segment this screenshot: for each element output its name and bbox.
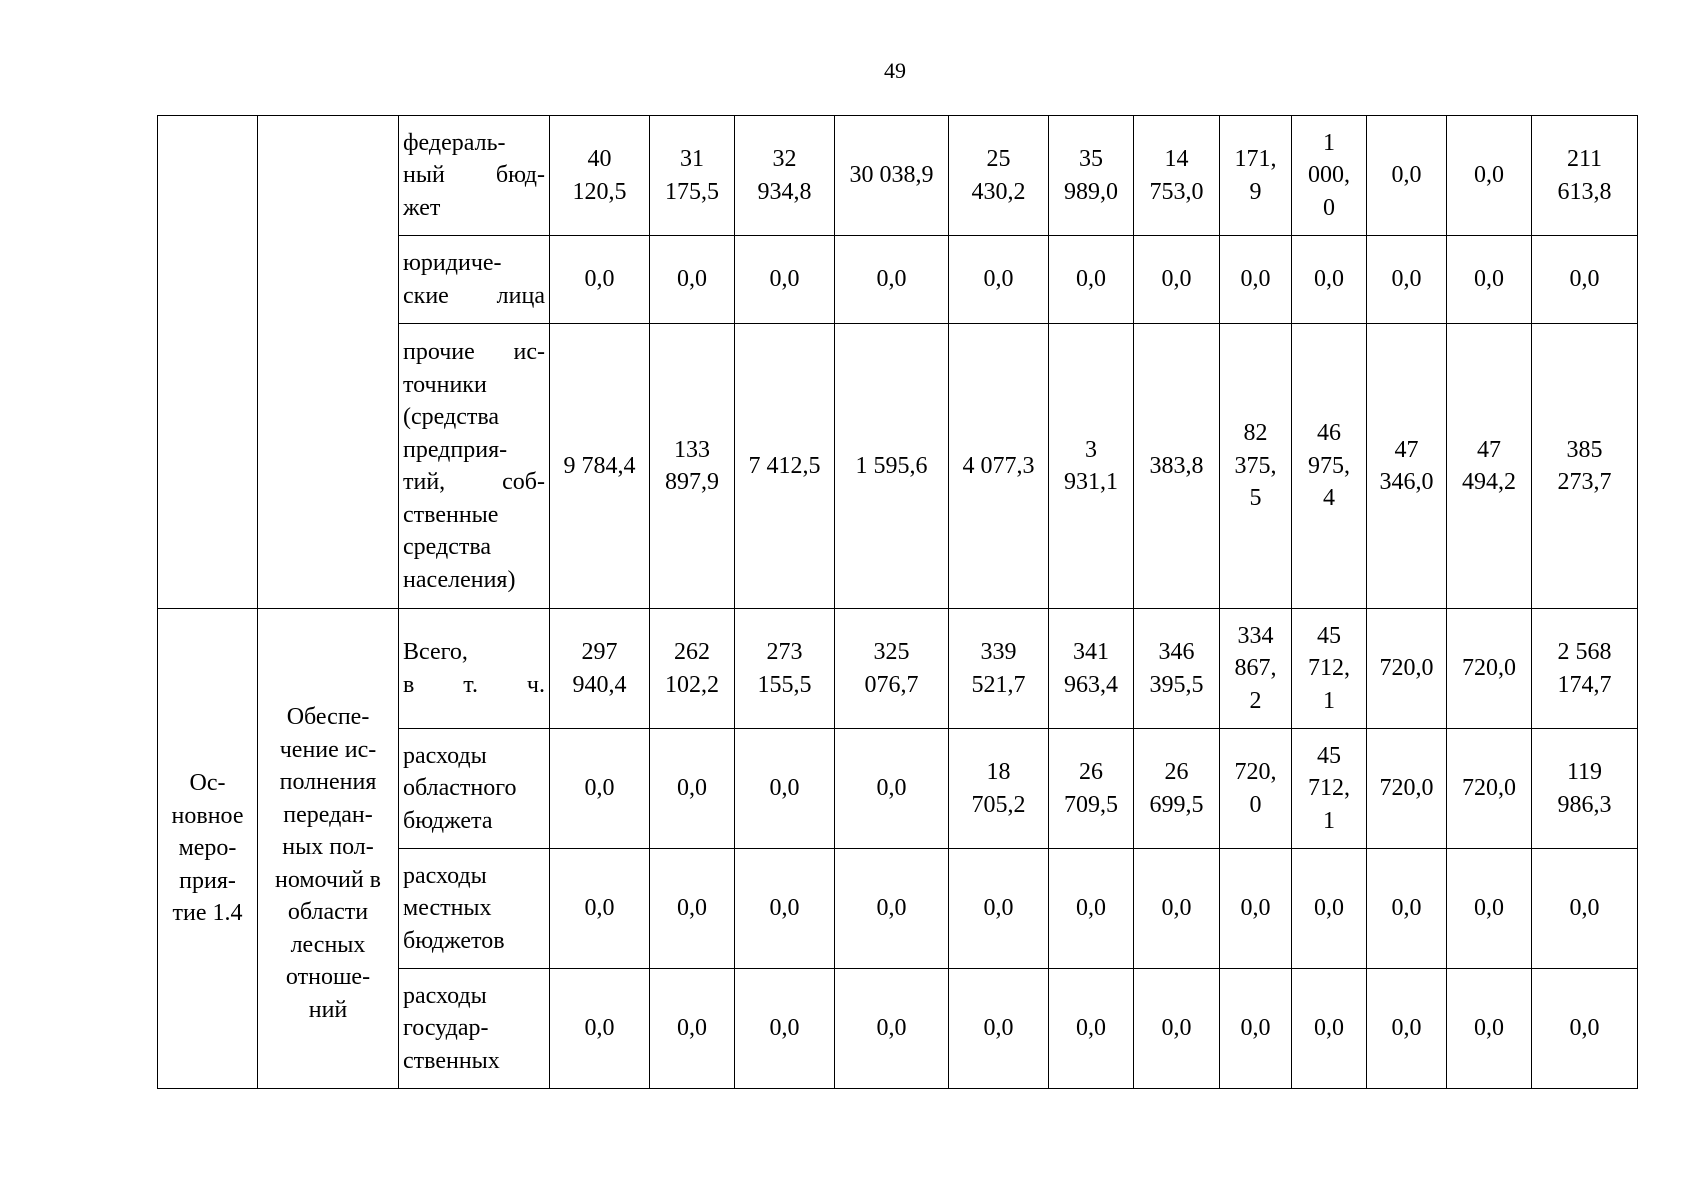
value-cell-line: 0,0 <box>1569 895 1600 922</box>
value-cell <box>1220 729 1292 849</box>
value-cell <box>1367 116 1447 236</box>
value-cell-line: 25 <box>986 146 1011 172</box>
value-cell-line: 211 <box>1566 146 1603 172</box>
value-cell-line: 0,0 <box>876 266 907 293</box>
value-cell-line: 334 <box>1237 622 1274 649</box>
value-cell-line: 119 <box>1566 759 1603 785</box>
value-cell-line: 0,0 <box>1076 1015 1106 1042</box>
value-cell <box>735 969 835 1089</box>
measure-title-cell-line: ний <box>308 996 348 1023</box>
value-cell-line: 940,4 <box>572 671 627 698</box>
value-cell <box>1532 849 1638 969</box>
value-cell-line: 0,0 <box>876 895 907 922</box>
value-cell-line: 720,0 <box>1462 775 1516 802</box>
value-cell-line: 0,0 <box>584 1015 615 1042</box>
value-cell <box>1447 324 1532 609</box>
funding-source-cell <box>399 236 550 324</box>
value-cell-line: 0,0 <box>1474 895 1504 922</box>
value-cell-line: 0,0 <box>769 775 800 802</box>
value-cell <box>1134 236 1220 324</box>
value-cell <box>1447 116 1532 236</box>
value-cell <box>1367 849 1447 969</box>
funding-source-cell <box>399 729 550 849</box>
value-cell <box>835 969 949 1089</box>
value-cell <box>1220 609 1292 729</box>
funding-source-line: точники <box>403 371 487 398</box>
value-cell-line: 9 <box>1249 178 1262 205</box>
measure-title-cell-line: области <box>287 899 369 925</box>
value-cell-line: 076,7 <box>864 671 919 698</box>
value-cell <box>650 324 735 609</box>
value-cell-line: 2 568 <box>1557 639 1612 665</box>
value-cell-line: 45 <box>1317 742 1341 769</box>
value-cell-line: 720,0 <box>1379 655 1434 682</box>
value-cell-line: 47 <box>1394 436 1419 463</box>
value-cell-line: 0,0 <box>1474 266 1504 293</box>
value-cell-line: 339 <box>980 639 1017 665</box>
value-cell <box>1049 609 1134 729</box>
value-cell-line: 0,0 <box>1391 162 1422 189</box>
value-cell <box>1367 969 1447 1089</box>
value-cell-line: 0,0 <box>677 895 707 922</box>
value-cell-line: 0,0 <box>983 1015 1014 1042</box>
budget-table <box>157 115 1638 1089</box>
value-cell-line: 346 <box>1158 639 1195 665</box>
value-cell-line: 0,0 <box>1240 1015 1271 1042</box>
table-row <box>158 116 1638 236</box>
funding-source-line: (средства <box>403 404 499 430</box>
value-cell <box>650 729 735 849</box>
value-cell <box>1447 236 1532 324</box>
value-cell-line: 430,2 <box>971 178 1026 205</box>
value-cell-line: 934,8 <box>757 178 812 205</box>
value-cell-line: 155,5 <box>757 671 812 698</box>
value-cell <box>1367 609 1447 729</box>
funding-source-line: федераль- <box>403 129 506 156</box>
measure-cell-line: Ос- <box>189 770 226 797</box>
value-cell-line: 45 <box>1317 622 1341 649</box>
measure-cell <box>158 609 258 1089</box>
value-cell <box>949 729 1049 849</box>
value-cell-line: 0,0 <box>983 266 1014 293</box>
value-cell <box>550 609 650 729</box>
value-cell-line: 18 <box>986 759 1011 785</box>
value-cell <box>735 324 835 609</box>
value-cell-line: 82 <box>1243 420 1268 447</box>
value-cell <box>735 729 835 849</box>
value-cell-line: 174,7 <box>1557 671 1612 698</box>
value-cell <box>835 849 949 969</box>
value-cell <box>1220 116 1292 236</box>
value-cell-line: 975, <box>1308 452 1350 479</box>
funding-source-line: тий, соб- <box>403 469 545 495</box>
value-cell <box>1292 849 1367 969</box>
value-cell <box>1049 236 1134 324</box>
value-cell-line: 9 784,4 <box>563 452 636 479</box>
value-cell <box>1532 729 1638 849</box>
funding-source-line: в т. ч. <box>403 671 545 698</box>
value-cell-line: 699,5 <box>1149 791 1204 818</box>
value-cell-line: 35 <box>1079 146 1103 172</box>
value-cell <box>1134 324 1220 609</box>
value-cell-line: 0,0 <box>584 775 615 802</box>
value-cell-line: 3 <box>1085 436 1097 463</box>
funding-source-line: государ- <box>403 1015 489 1042</box>
value-cell-line: 712, <box>1308 655 1350 682</box>
value-cell-line: 0,0 <box>1161 1015 1192 1042</box>
value-cell <box>1220 849 1292 969</box>
value-cell <box>835 324 949 609</box>
table-row <box>158 609 1638 729</box>
measure-title-cell-line: чение ис- <box>279 736 377 763</box>
value-cell-line: 897,9 <box>665 469 719 495</box>
funding-source-line: ские лица <box>403 282 545 309</box>
value-cell <box>1532 969 1638 1089</box>
value-cell <box>1049 116 1134 236</box>
value-cell <box>1220 324 1292 609</box>
value-cell-line: 26 <box>1164 759 1189 785</box>
value-cell-line: 0,0 <box>1161 895 1192 922</box>
funding-source-line: расходы <box>403 742 487 769</box>
value-cell <box>550 324 650 609</box>
value-cell <box>1292 324 1367 609</box>
measure-cell <box>158 116 258 609</box>
value-cell-line: 1 <box>1323 687 1335 714</box>
value-cell <box>1292 116 1367 236</box>
value-cell-line: 931,1 <box>1064 469 1118 495</box>
funding-source-line: прочие ис- <box>403 339 545 365</box>
value-cell <box>735 116 835 236</box>
value-cell-line: 0,0 <box>1474 162 1504 189</box>
value-cell-line: 0,0 <box>1391 895 1422 922</box>
value-cell <box>550 236 650 324</box>
measure-title-cell-line: номочий в <box>274 866 382 893</box>
value-cell <box>1292 969 1367 1089</box>
value-cell <box>949 609 1049 729</box>
value-cell <box>735 609 835 729</box>
value-cell-line: 0,0 <box>1076 895 1106 922</box>
value-cell-line: 0,0 <box>1076 266 1106 293</box>
value-cell-line: 171, <box>1234 146 1277 172</box>
value-cell-line: 346,0 <box>1379 469 1434 495</box>
value-cell <box>650 969 735 1089</box>
value-cell <box>835 236 949 324</box>
value-cell <box>1049 324 1134 609</box>
value-cell-line: 0,0 <box>1391 1015 1422 1042</box>
value-cell-line: 325 <box>873 639 910 665</box>
value-cell-line: 40 <box>587 146 612 172</box>
value-cell-line: 709,5 <box>1064 791 1118 818</box>
value-cell <box>650 849 735 969</box>
measure-cell-line: прия- <box>179 867 236 894</box>
funding-source-cell <box>399 969 550 1089</box>
measure-title-cell-line: лесных <box>290 931 366 958</box>
value-cell-line: 0,0 <box>1240 895 1271 922</box>
value-cell <box>1292 609 1367 729</box>
funding-source-cell <box>399 609 550 729</box>
funding-source-line: юридиче- <box>403 250 502 276</box>
value-cell-line: 7 412,5 <box>748 452 821 479</box>
funding-source-line: Всего, <box>403 639 468 665</box>
value-cell <box>1220 236 1292 324</box>
funding-source-cell <box>399 849 550 969</box>
funding-source-line: ный бюд- <box>403 162 545 189</box>
value-cell-line: 273 <box>766 639 803 665</box>
value-cell-line: 720, <box>1234 759 1277 785</box>
value-cell <box>1367 236 1447 324</box>
value-cell-line: 0,0 <box>1314 266 1344 293</box>
value-cell <box>1049 729 1134 849</box>
value-cell-line: 0,0 <box>1391 266 1422 293</box>
value-cell-line: 0,0 <box>983 895 1014 922</box>
value-cell-line: 341 <box>1073 639 1109 665</box>
funding-source-line: бюджета <box>403 807 493 834</box>
value-cell <box>650 609 735 729</box>
value-cell <box>949 236 1049 324</box>
value-cell-line: 963,4 <box>1064 671 1118 698</box>
value-cell <box>650 116 735 236</box>
value-cell-line: 0 <box>1323 194 1335 221</box>
funding-source-line: расходы <box>403 862 487 889</box>
page-number: 49 <box>884 58 906 83</box>
value-cell-line: 1 595,6 <box>855 452 928 479</box>
value-cell-line: 395,5 <box>1149 671 1204 698</box>
value-cell-line: 30 038,9 <box>849 162 934 189</box>
value-cell <box>1447 969 1532 1089</box>
funding-source-line: местных <box>403 895 492 922</box>
value-cell <box>550 849 650 969</box>
measure-cell-line: новное <box>171 802 244 829</box>
value-cell-line: 2 <box>1249 687 1262 714</box>
measure-title-cell <box>258 609 399 1089</box>
measure-cell-line: тие 1.4 <box>172 900 243 927</box>
value-cell <box>949 969 1049 1089</box>
value-cell-line: 0,0 <box>769 266 800 293</box>
value-cell <box>1134 116 1220 236</box>
value-cell-line: 720,0 <box>1462 655 1516 682</box>
value-cell-line: 14 <box>1164 146 1189 172</box>
value-cell-line: 1 <box>1323 129 1335 156</box>
funding-source-line: жет <box>403 194 441 221</box>
value-cell-line: 4 077,3 <box>962 452 1035 479</box>
value-cell <box>1134 849 1220 969</box>
measure-title-cell-line: передан- <box>283 801 373 828</box>
value-cell-line: 0,0 <box>677 775 707 802</box>
value-cell-line: 0,0 <box>677 1015 707 1042</box>
value-cell <box>1447 729 1532 849</box>
value-cell <box>949 116 1049 236</box>
value-cell <box>1292 236 1367 324</box>
value-cell <box>735 849 835 969</box>
value-cell-line: 1 <box>1323 807 1335 834</box>
value-cell <box>949 849 1049 969</box>
value-cell-line: 383,8 <box>1149 452 1204 479</box>
value-cell <box>949 324 1049 609</box>
funding-source-line: предприя- <box>403 436 508 463</box>
funding-source-line: средства <box>403 534 492 560</box>
value-cell <box>1134 609 1220 729</box>
value-cell-line: 0,0 <box>1240 266 1271 293</box>
value-cell-line: 494,2 <box>1462 469 1516 495</box>
value-cell-line: 0,0 <box>1474 1015 1504 1042</box>
value-cell-line: 46 <box>1317 420 1341 447</box>
value-cell-line: 262 <box>674 639 710 665</box>
value-cell-line: 0,0 <box>584 895 615 922</box>
value-cell-line: 0,0 <box>1161 266 1192 293</box>
value-cell-line: 273,7 <box>1557 469 1612 495</box>
value-cell <box>735 236 835 324</box>
value-cell <box>1367 324 1447 609</box>
value-cell-line: 133 <box>674 436 710 463</box>
value-cell <box>1532 116 1638 236</box>
value-cell-line: 521,7 <box>971 671 1026 698</box>
value-cell <box>835 729 949 849</box>
value-cell <box>650 236 735 324</box>
value-cell-line: 375, <box>1234 452 1277 479</box>
value-cell-line: 989,0 <box>1064 178 1118 205</box>
value-cell-line: 0,0 <box>1314 895 1344 922</box>
value-cell-line: 0 <box>1249 791 1262 818</box>
value-cell-line: 0,0 <box>1569 1015 1600 1042</box>
value-cell <box>1292 729 1367 849</box>
value-cell-line: 0,0 <box>876 775 907 802</box>
value-cell <box>1447 609 1532 729</box>
funding-source-line: ственных <box>403 1047 500 1074</box>
funding-source-line: населения) <box>403 566 516 593</box>
value-cell-line: 26 <box>1079 759 1103 785</box>
value-cell <box>1532 324 1638 609</box>
value-cell-line: 753,0 <box>1149 178 1204 205</box>
funding-source-line: бюджетов <box>403 927 505 954</box>
funding-source-line: областного <box>403 775 517 802</box>
value-cell-line: 102,2 <box>665 671 719 698</box>
funding-source-line: расходы <box>403 982 487 1009</box>
funding-source-line: ственные <box>403 501 499 528</box>
value-cell-line: 0,0 <box>769 1015 800 1042</box>
value-cell-line: 0,0 <box>769 895 800 922</box>
value-cell <box>1134 729 1220 849</box>
measure-title-cell <box>258 116 399 609</box>
value-cell-line: 705,2 <box>971 791 1026 818</box>
value-cell-line: 0,0 <box>1569 266 1600 293</box>
value-cell <box>1532 609 1638 729</box>
value-cell <box>1134 969 1220 1089</box>
value-cell <box>550 116 650 236</box>
value-cell-line: 0,0 <box>1314 1015 1344 1042</box>
value-cell-line: 000, <box>1308 162 1350 189</box>
measure-title-cell-line: ных пол- <box>282 834 374 860</box>
value-cell <box>835 609 949 729</box>
value-cell-line: 175,5 <box>665 178 719 205</box>
measure-cell-line: меро- <box>178 835 237 862</box>
measure-title-cell-line: отноше- <box>285 964 371 990</box>
value-cell-line: 32 <box>772 146 797 172</box>
value-cell-line: 0,0 <box>876 1015 907 1042</box>
value-cell-line: 613,8 <box>1557 178 1612 205</box>
value-cell-line: 0,0 <box>677 266 707 293</box>
value-cell-line: 31 <box>680 146 704 172</box>
value-cell <box>1367 729 1447 849</box>
value-cell-line: 867, <box>1234 655 1277 682</box>
value-cell-line: 120,5 <box>572 178 627 205</box>
value-cell <box>1049 969 1134 1089</box>
value-cell <box>1532 236 1638 324</box>
value-cell <box>550 969 650 1089</box>
value-cell-line: 986,3 <box>1557 791 1612 818</box>
measure-title-cell-line: Обеспе- <box>286 704 370 730</box>
value-cell-line: 297 <box>581 639 618 665</box>
funding-source-cell <box>399 116 550 236</box>
value-cell-line: 4 <box>1323 485 1335 512</box>
funding-source-cell <box>399 324 550 609</box>
value-cell-line: 720,0 <box>1379 775 1434 802</box>
value-cell-line: 712, <box>1308 775 1350 802</box>
value-cell-line: 0,0 <box>584 266 615 293</box>
value-cell-line: 385 <box>1566 436 1603 463</box>
value-cell-line: 47 <box>1477 436 1501 463</box>
value-cell-line: 5 <box>1249 485 1262 512</box>
value-cell <box>550 729 650 849</box>
value-cell <box>1447 849 1532 969</box>
value-cell <box>1220 969 1292 1089</box>
measure-title-cell-line: полнения <box>279 769 377 795</box>
value-cell <box>835 116 949 236</box>
value-cell <box>1049 849 1134 969</box>
